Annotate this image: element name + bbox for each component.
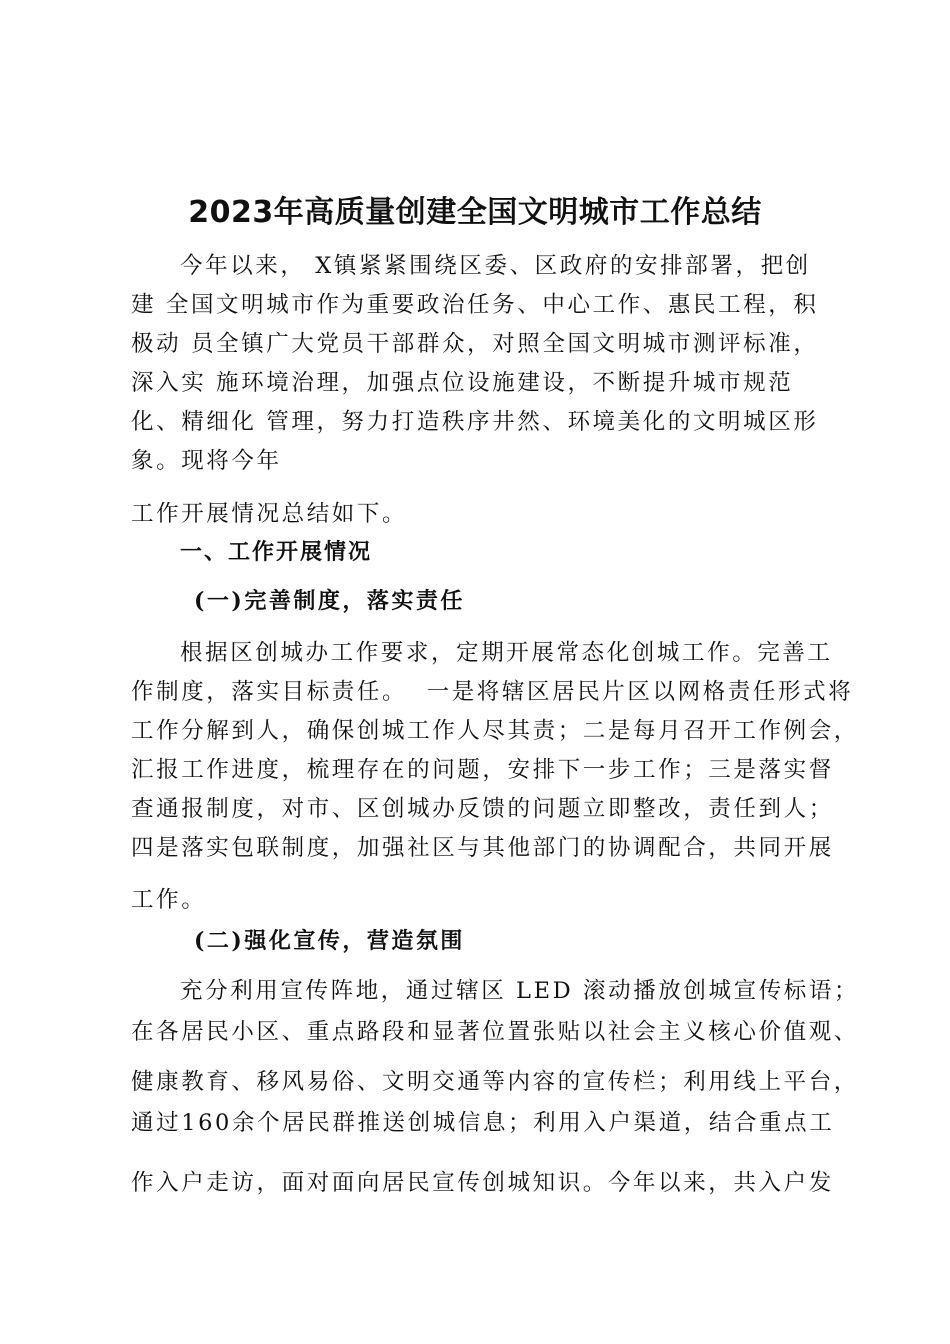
paragraph-line: 健康教育、移风易俗、文明交通等内容的宣传栏；利用线上平台， xyxy=(131,1069,859,1095)
paragraph-line: 工作开展情况总结如下。 xyxy=(131,501,408,527)
paragraph-line: 极动 员全镇广大党员干部群众，对照全国文明城市测评标准， xyxy=(131,331,819,357)
paragraph-line: 工作分解到人，确保创城工作人尽其责；二是每月召开工作例会， xyxy=(131,718,859,744)
paragraph-line: 象。现将今年 xyxy=(131,448,282,474)
paragraph-line: 今年以来， X镇紧紧围绕区委、区政府的安排部署，把创 xyxy=(180,253,811,279)
paragraph-line: 作入户走访，面对面向居民宣传创城知识。今年以来，共入户发 xyxy=(131,1170,834,1196)
paragraph-line: 化、精细化 管理，努力打造秩序井然、环境美化的文明城区形 xyxy=(131,409,819,435)
paragraph-line: 通过160余个居民群推送创城信息；利用入户渠道，结合重点工 xyxy=(131,1110,835,1136)
paragraph-line: 深入实 施环境治理，加强点位设施建设，不断提升城市规范 xyxy=(131,370,794,396)
paragraph-line: 汇报工作进度，梳理存在的问题，安排下一步工作；三是落实督 xyxy=(131,757,834,783)
section-heading: 一、工作开展情况 xyxy=(180,540,373,565)
paragraph-line: 建 全国文明城市作为重要政治任务、中心工作、惠民工程，积 xyxy=(131,292,819,318)
paragraph-line: 充分利用宣传阵地，通过辖区 LED 滚动播放创城宣传标语； xyxy=(180,978,860,1004)
paragraph-line: 工作。 xyxy=(131,887,207,913)
paragraph-line: 在各居民小区、重点路段和显著位置张贴以社会主义核心价值观、 xyxy=(131,1019,859,1045)
paragraph-line: 查通报制度，对市、区创城办反馈的问题立即整改，责任到人； xyxy=(131,796,834,822)
subsection-heading: (二)强化宣传，营造氛围 xyxy=(194,928,465,954)
paragraph-line: 根据区创城办工作要求，定期开展常态化创城工作。完善工 xyxy=(180,640,833,666)
subsection-heading: (一)完善制度，落实责任 xyxy=(194,588,465,614)
document-title: 2023年高质量创建全国文明城市工作总结 xyxy=(188,195,762,230)
paragraph-line: 作制度，落实目标责任。 一是将辖区居民片区以网格责任形式将 xyxy=(131,679,854,705)
paragraph-line: 四是落实包联制度，加强社区与其他部门的协调配合，共同开展 xyxy=(131,835,834,861)
